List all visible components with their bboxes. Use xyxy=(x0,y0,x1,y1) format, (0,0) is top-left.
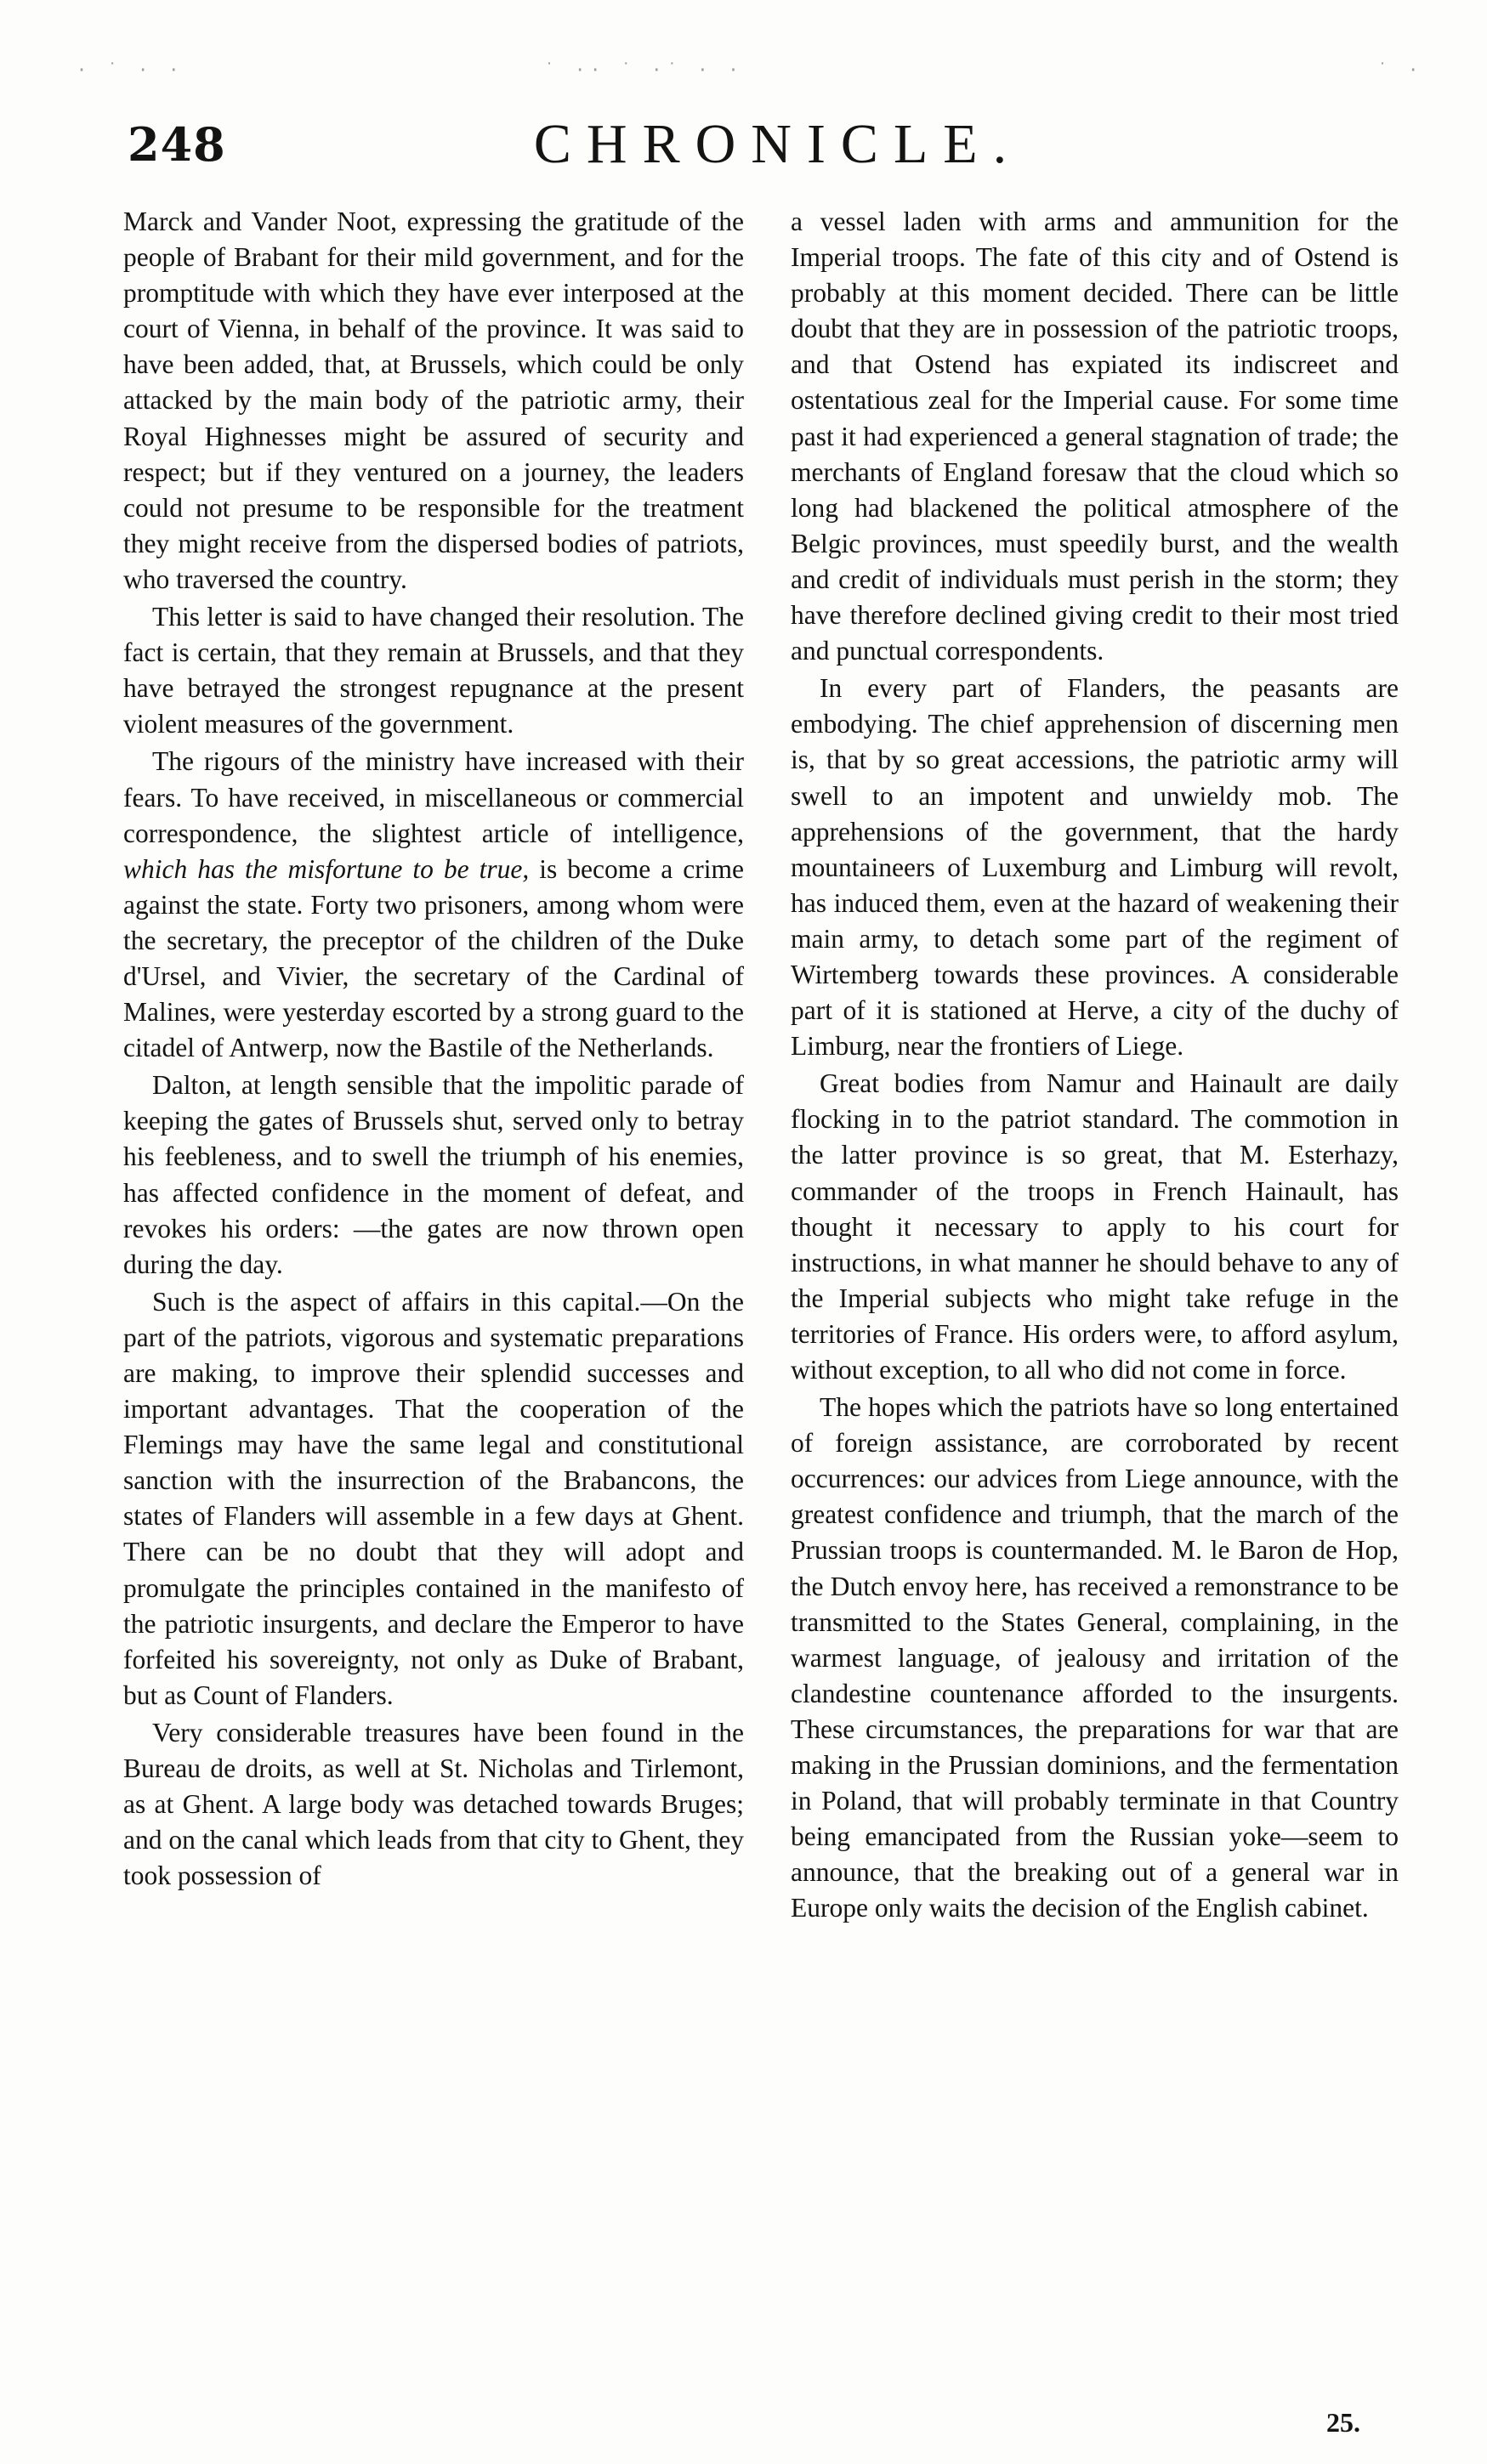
italic-phrase: which has the misfortune to be true, xyxy=(123,853,530,884)
catchword: 25. xyxy=(1326,2407,1360,2438)
paragraph: Great bodies from Namur and Hainault are daily flocking in to the patriot standard. The commotion in the latter province is so great, that M. Esterhazy, commander of the troops in French Hainault, has thought it necessary to apply to his court for instructions, in what manner he should behave to any of the Imperial subjects who might take refuge in the territories of France. His orders were, to afford asylum, without exception, to all who did not come in force. xyxy=(791,1068,1399,1385)
paragraph: Dalton, at length sensible that the impolitic parade of keeping the gates of Brussels shut, served only to betray his feebleness, and to swell the triumph of his enemies, has affected confidence in the moment of defeat, and revokes his orders: —the gates are now thrown open during the day. xyxy=(123,1070,744,1279)
paragraph: Very considerable treasures have been found in the Bureau de droits, as well at St. Nicholas and Tirlemont, as at Ghent. A large body was detached towards Bruges; and on the canal which leads from that city to Ghent, they took possession of xyxy=(123,1717,744,1891)
paragraph-text: The rigours of the ministry have increased with their fears. To have received, in miscellaneous or commercial correspondence, the slightest article of intelligence, xyxy=(123,746,744,848)
print-speckle: ˙ ·· ˙ ·˙ · · xyxy=(544,59,744,80)
paragraph: Such is the aspect of affairs in this capital.—On the part of the patriots, vigorous and systematic preparations are making, to improve their splendid successes and important advantages. That the cooperation of the Flemings may have the same legal and constitutional sanction with the insurrection of the Brabancons, the states of Flanders will assemble in a few days at Ghent. There can be no doubt that they will adopt and promulgate the principles contained in the manifesto of the patriotic insurgents, and declare the Emperor to have forfeited his sovereignty, not only as Duke of Brabant, but as Count of Flanders. xyxy=(123,1286,744,1710)
print-speckle: · ˙ · · xyxy=(77,59,184,80)
paragraph: a vessel laden with arms and ammunition for the Imperial troops. The fate of this city and of Ostend is probably at this moment decided. There can be little doubt that they are in possession of the patriotic troops, and that Ostend has expiated its indiscreet and ostentatious zeal for the Imperial cause. For some time past it had experienced a general stagnation of trade; the merchants of England foresaw that the cloud which so long had blackened the political atmosphere of the Belgic provinces, must speedily burst, and the wealth and credit of individuals must perish in the storm; they have therefore declined giving credit to their most tried and punctual correspondents. xyxy=(791,207,1399,666)
paragraph xyxy=(123,744,744,1066)
page-number: 248 xyxy=(128,117,226,172)
paragraph: The hopes which the patriots have so long entertained of foreign assistance, are corroborated by recent occurrences: our advices from Liege announce, with the greatest confidence and triumph, that the march of the Prussian troops is countermanded. M. le Baron de Hop, the Dutch envoy here, has received a remonstrance to be transmitted to the States General, complaining, in the warmest language, of jealousy and irritation of the clandestine countenance afforded to the insurgents. These circumstances, the preparations for war that are making in the Prussian dominions, and the fermentation in Poland, that will probably terminate in that Country being emancipated from the Russian yoke—seem to announce, that the breaking out of a general war in Europe only waits the decision of the English cabinet. xyxy=(791,1392,1399,1923)
paragraph: Marck and Vander Noot, expressing the gratitude of the people of Brabant for their mild government, and for the promptitude with which they have ever interposed at the court of Vienna, in behalf of the province. It was said to have been added, that, at Brussels, which could be only attacked by the main body of the patriotic army, their Royal Highnesses might be assured of security and respect; but if they ventured on a journey, the leaders could not presume to be responsible for the treatment they might receive from the dispersed bodies of patriots, who traversed the country. xyxy=(123,207,744,594)
running-head: CHRONICLE. xyxy=(533,113,1023,175)
right-column xyxy=(791,204,1399,1927)
left-column xyxy=(123,204,744,1894)
print-speckle: ˙ · xyxy=(1377,59,1424,80)
paragraph-text: is become a crime against the state. Forty two prisoners, among whom were the secretary, the preceptor of the children of the Duke d'Ursel, and Vivier, the secretary of the Cardinal of Malines, were yesterday escorted by a strong guard to the citadel of Antwerp, now the Bastile of the Netherlands. xyxy=(123,853,744,1063)
paragraph: This letter is said to have changed their resolution. The fact is certain, that they remain at Brussels, and that they have betrayed the strongest repugnance at the present violent measures of the government. xyxy=(123,602,744,739)
paragraph: In every part of Flanders, the peasants are embodying. The chief apprehension of discerning men is, that by so great accessions, the patriotic army will swell to an impotent and unwieldy mob. The apprehensions of the government, that the hardy mountaineers of Luxemburg and Limburg will revolt, has induced them, even at the hazard of weakening their main army, to detach some part of the regiment of Wirtemberg towards these provinces. A considerable part of it is stationed at Herve, a city of the duchy of Limburg, near the frontiers of Liege. xyxy=(791,673,1399,1062)
